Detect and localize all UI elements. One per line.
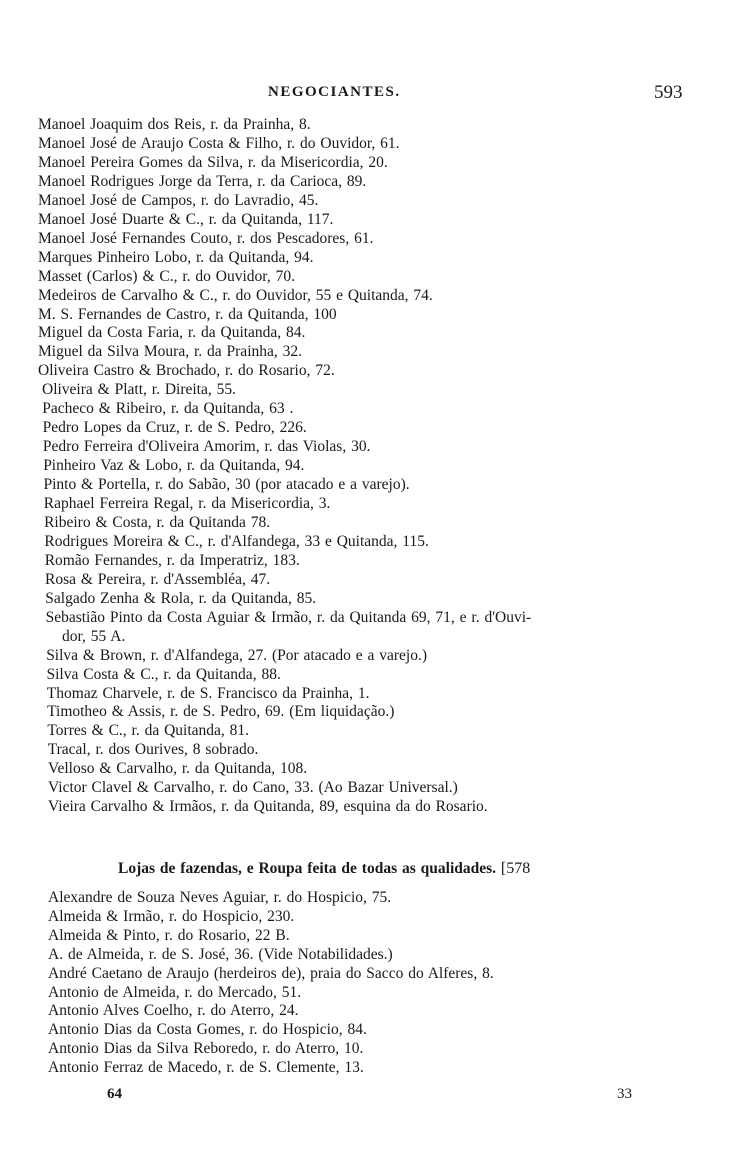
page-footer	[0, 1086, 746, 1110]
merchant-entry: Pinheiro Vaz & Lobo, r. da Quitanda, 94.	[43, 457, 305, 475]
signature-mark-right: 33	[617, 1086, 632, 1102]
merchant-entry: Manoel José de Araujo Costa & Filho, r. do Ouvidor, 61.	[38, 134, 400, 152]
page-number: 593	[654, 82, 683, 103]
merchant-entry: Vieira Carvalho & Irmãos, r. da Quitanda, 89, esquina da do Rosario.	[48, 798, 488, 816]
merchant-entry: dor, 55 A.	[62, 627, 126, 645]
merchant-entry: Salgado Zenha & Rola, r. da Quitanda, 85.	[45, 589, 317, 607]
merchant-entry: Manoel José de Campos, r. do Lavradio, 45.	[38, 191, 319, 209]
merchant-entry: Oliveira Castro & Brochado, r. do Rosario, 72.	[38, 362, 335, 380]
merchant-entry: Manoel José Duarte & C., r. da Quitanda, 117.	[38, 210, 334, 228]
running-title: NEGOCIANTES.	[268, 84, 401, 100]
merchant-entry: Manoel Rodrigues Jorge da Terra, r. da Carioca, 89.	[38, 172, 367, 190]
merchant-entry: Pinto & Portella, r. do Sabão, 30 (por atacado e a varejo).	[43, 476, 410, 494]
shop-entry: Antonio Alves Coelho, r. do Aterro, 24.	[48, 1002, 299, 1020]
shop-entry: Antonio Ferraz de Macedo, r. de S. Clemente, 13.	[48, 1059, 364, 1077]
merchant-entry: M. S. Fernandes de Castro, r. da Quitanda, 100	[38, 305, 337, 323]
merchant-entry: Manoel Joaquim dos Reis, r. da Prainha, 8.	[38, 116, 311, 133]
shop-entry: Almeida & Irmão, r. do Hospicio, 230.	[48, 907, 295, 925]
merchant-entry: Manoel José Fernandes Couto, r. dos Pescadores, 61.	[38, 229, 374, 247]
shop-entry: Antonio Dias da Silva Reboredo, r. do Aterro, 10.	[48, 1040, 364, 1058]
merchant-entry: Romão Fernandes, r. da Imperatriz, 183.	[44, 551, 300, 569]
section-reference: [578	[500, 860, 531, 877]
shop-entry: Almeida & Pinto, r. do Rosario, 22 B.	[48, 926, 290, 944]
merchant-entry: Rodrigues Moreira & C., r. d'Alfandega, 33 e Quitanda, 115.	[44, 532, 429, 550]
merchant-entry: Silva & Brown, r. d'Alfandega, 27. (Por atacado e a varejo.)	[46, 646, 427, 664]
merchant-entry: Marques Pinheiro Lobo, r. da Quitanda, 94.	[38, 248, 314, 266]
merchant-entry: Silva Costa & C., r. da Quitanda, 88.	[46, 665, 281, 683]
merchant-entry: Oliveira & Platt, r. Direita, 55.	[42, 381, 236, 399]
merchant-entry: Velloso & Carvalho, r. da Quitanda, 108.	[48, 760, 308, 778]
merchant-entry: Sebastião Pinto da Costa Aguiar & Irmão, r. da Quitanda 69, 71, e r. d'Ouvi-	[45, 608, 532, 626]
signature-mark-left: 64	[107, 1086, 122, 1102]
shop-entry: Alexandre de Souza Neves Aguiar, r. do Hospicio, 75.	[48, 889, 392, 906]
shop-entry: Antonio Dias da Costa Gomes, r. do Hospicio, 84.	[48, 1021, 367, 1039]
merchant-entry: Miguel da Costa Faria, r. da Quitanda, 84.	[38, 324, 306, 342]
shop-entry: André Caetano de Araujo (herdeiros de), praia do Sacco do Alferes, 8.	[48, 964, 494, 982]
merchant-entry: Raphael Ferreira Regal, r. da Misericordia, 3.	[43, 495, 331, 512]
merchant-entry: Victor Clavel & Carvalho, r. do Cano, 33. (Ao Bazar Universal.)	[48, 779, 458, 797]
merchant-entry: Torres & C., r. da Quitanda, 81.	[47, 722, 250, 740]
merchant-entry: Pedro Lopes da Cruz, r. de S. Pedro, 226.	[42, 419, 307, 437]
merchant-entry: Ribeiro & Costa, r. da Quitanda 78.	[44, 513, 271, 531]
merchant-entry: Timotheo & Assis, r. de S. Pedro, 69. (Em liquidação.)	[47, 703, 395, 721]
shop-entry: Antonio de Almeida, r. do Mercado, 51.	[48, 983, 302, 1001]
merchant-entry: Pacheco & Ribeiro, r. da Quitanda, 63 .	[42, 400, 294, 418]
merchant-entry: Miguel da Silva Moura, r. da Prainha, 32.	[38, 343, 302, 361]
merchant-entry: Rosa & Pereira, r. d'Assembléa, 47.	[45, 570, 271, 588]
section-heading-text: Lojas de fazendas, e Roupa feita de todas as qualidades.	[118, 860, 497, 877]
merchant-entry: Pedro Ferreira d'Oliveira Amorim, r. das Violas, 30.	[42, 438, 371, 456]
merchant-entry: Manoel Pereira Gomes da Silva, r. da Misericordia, 20.	[38, 153, 388, 171]
merchant-entry: Thomaz Charvele, r. de S. Francisco da Prainha, 1.	[46, 684, 370, 702]
shop-entry: A. de Almeida, r. de S. José, 36. (Vide Notabilidades.)	[48, 945, 393, 963]
merchant-entry: Medeiros de Carvalho & C., r. do Ouvidor, 55 e Quitanda, 74.	[38, 286, 433, 304]
merchant-entry: Masset (Carlos) & C., r. do Ouvidor, 70.	[38, 267, 295, 285]
merchant-entry: Tracal, r. dos Ourives, 8 sobrado.	[47, 741, 259, 759]
